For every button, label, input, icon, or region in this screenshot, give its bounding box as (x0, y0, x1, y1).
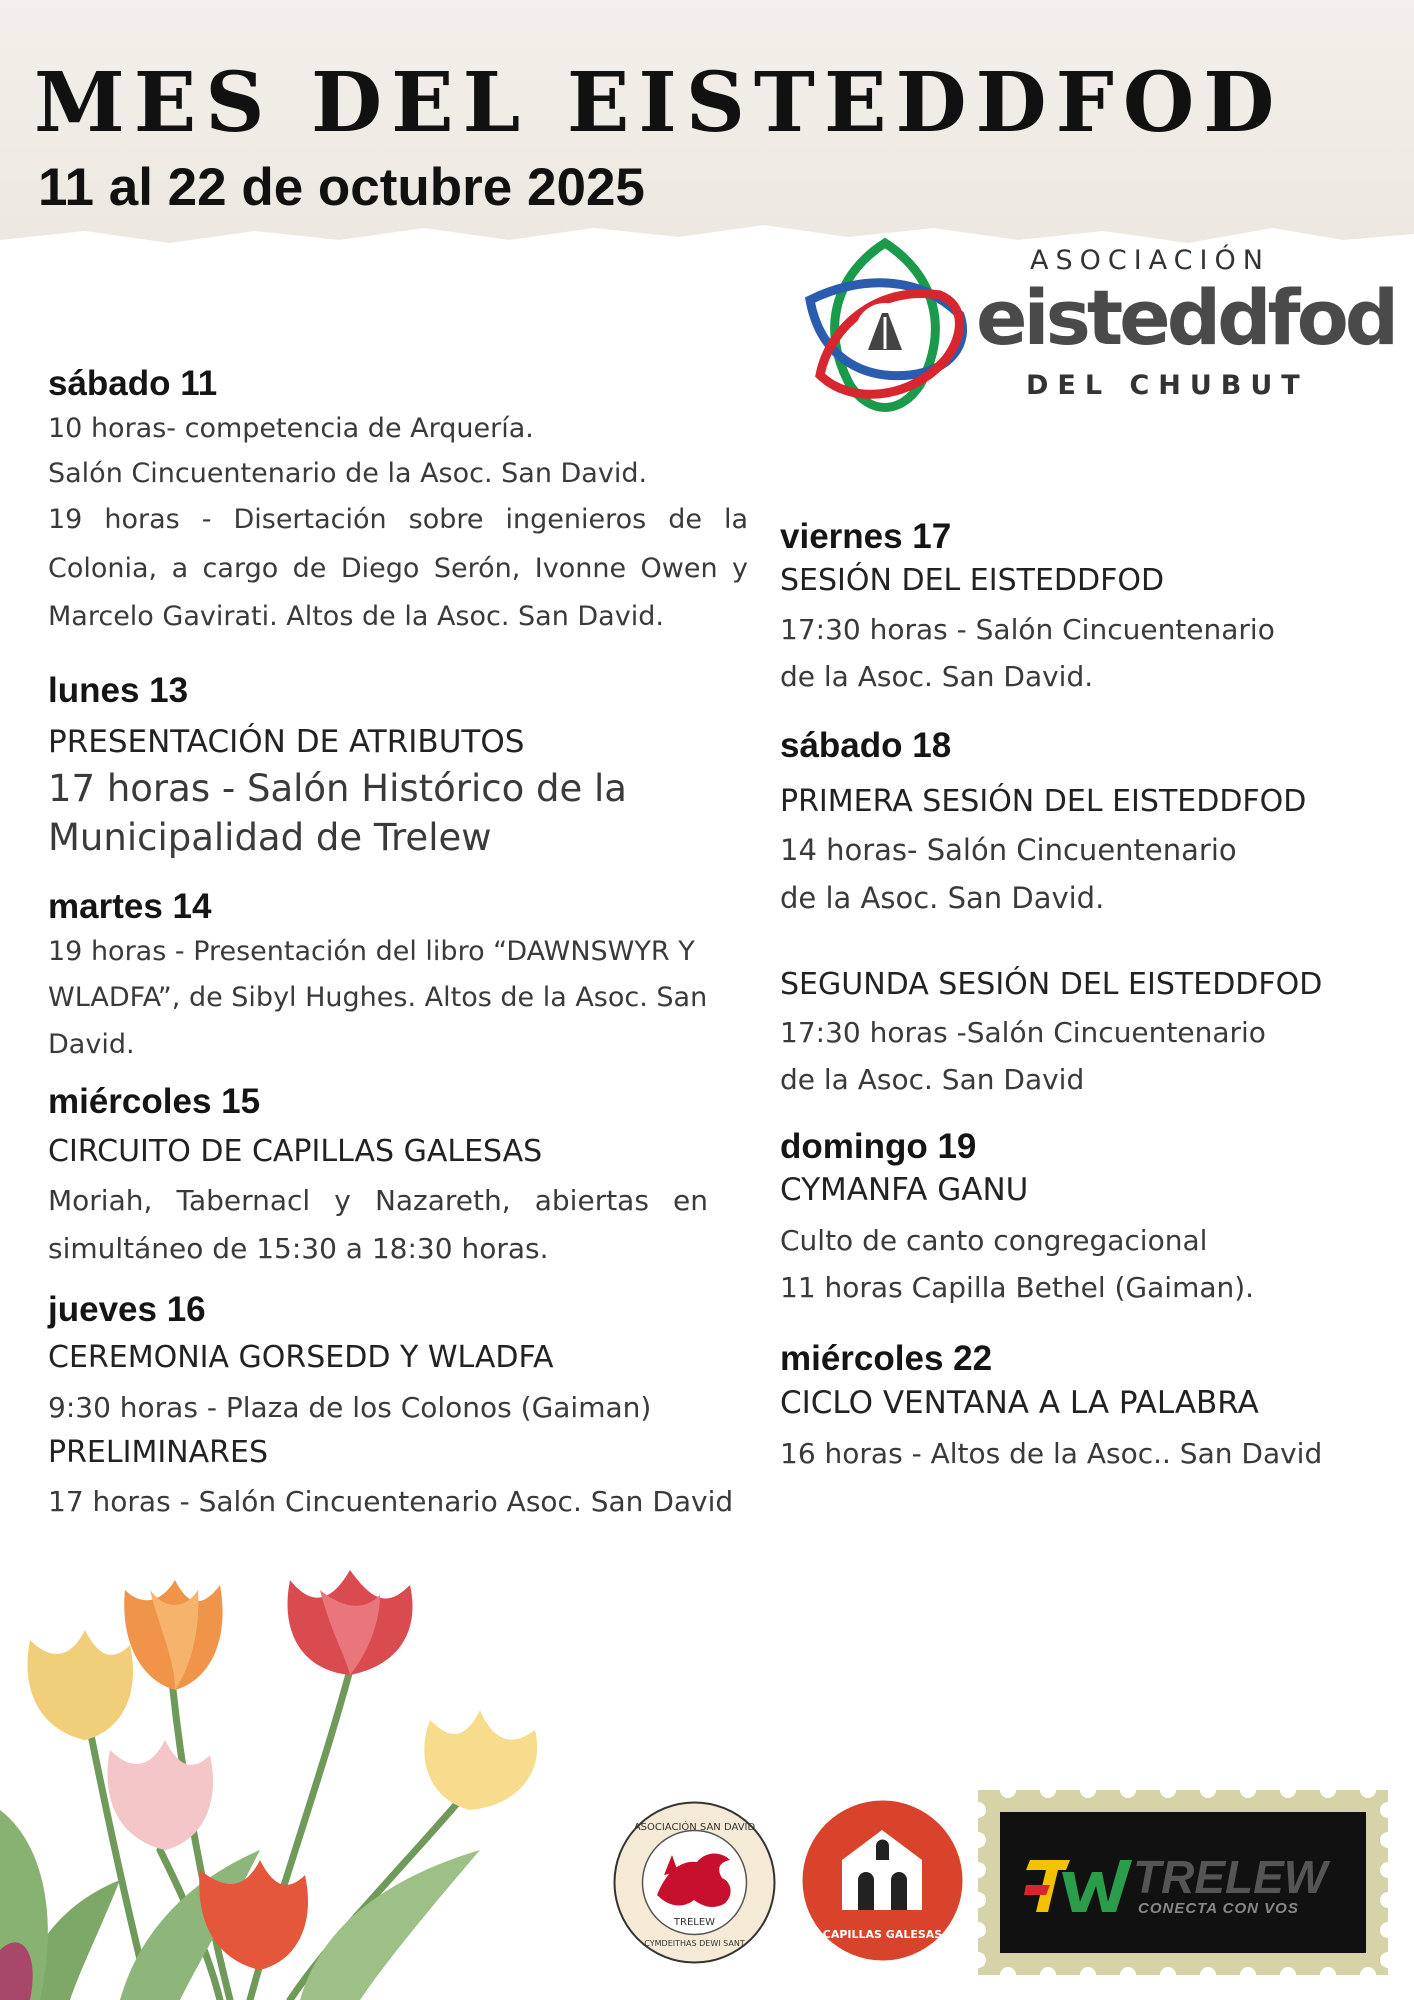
event-title: PRIMERA SESIÓN DEL EISTEDDFOD (780, 784, 1307, 820)
seal-top-text: ASOCIACIÓN SAN DAVID (633, 1822, 756, 1833)
day-heading: miércoles 15 (48, 1082, 261, 1122)
event-line: 9:30 horas - Plaza de los Colonos (Gaiman) (48, 1390, 652, 1424)
event-line: 10 horas- competencia de Arquería. (48, 412, 534, 444)
cream-tulip-flower (424, 1710, 537, 1810)
event-title: CEREMONIA GORSEDD Y WLADFA (48, 1340, 554, 1376)
seal-city-text: TRELEW (673, 1917, 716, 1928)
event-domingo-19 (780, 1125, 1400, 1312)
orange-tulip-flower (124, 1580, 222, 1690)
red-tulip-flower (288, 1570, 413, 1675)
day-heading: sábado 18 (780, 726, 952, 766)
event-jueves-16 (48, 1288, 748, 1525)
event-martes-14 (48, 885, 748, 1068)
event-line: de la Asoc. San David (780, 1062, 1085, 1096)
trelew-tagline: CONECTA CON VOS (1138, 1900, 1299, 1917)
asociacion-eisteddfod-logo (800, 235, 1396, 425)
logo-text-eisteddfod: eisteddfod (976, 273, 1396, 362)
capillas-galesas-logo (800, 1798, 965, 1963)
event-line: 17 horas - Salón Histórico de la Municipalidad de Trelew (48, 767, 627, 860)
eisteddfod-knot-emblem (800, 235, 970, 425)
logo-text-chubut: DEL CHUBUT (1026, 370, 1309, 401)
event-title: SESIÓN DEL EISTEDDFOD (780, 562, 1165, 598)
date-range: 11 al 22 de octubre 2025 (38, 158, 645, 217)
trelew-tv-stamp (978, 1790, 1388, 1975)
day-heading: jueves 16 (48, 1290, 206, 1330)
page-title: MES DEL EISTEDDFOD (34, 55, 1284, 151)
logo-text-asociacion: ASOCIACIÓN (1030, 245, 1270, 276)
seal-bottom-text: CYMDEITHAS DEWI SANT (644, 1939, 745, 1948)
event-viernes-17 (780, 515, 1400, 700)
event-miercoles-15 (48, 1080, 748, 1272)
trelew-wordmark: TRELEW (1133, 1851, 1328, 1903)
day-heading: martes 14 (48, 886, 212, 926)
event-line: 16 horas - Altos de la Asoc.. San David (780, 1437, 1323, 1470)
event-title: CYMANFA GANU (780, 1172, 1029, 1209)
event-line: Culto de canto congregacional (780, 1224, 1208, 1258)
event-lunes-13 (48, 669, 748, 863)
event-line: de la Asoc. San David. (780, 881, 1105, 916)
event-line: Moriah, Tabernacl y Nazareth, abiertas en simultáneo de 15:30 a 18:30 horas. (48, 1184, 708, 1265)
event-sabado-18 (780, 724, 1400, 1102)
day-heading: miércoles 22 (780, 1339, 993, 1379)
event-sabado-11 (48, 362, 748, 641)
day-heading: domingo 19 (780, 1126, 977, 1166)
event-title: PRELIMINARES (48, 1434, 268, 1470)
day-heading: lunes 13 (48, 670, 189, 710)
event-line: 11 horas Capilla Bethel (Gaiman). (780, 1271, 1255, 1305)
event-line: 19 horas - Disertación sobre ingenieros de la Colonia, a cargo de Diego Serón, Ivonne Owen y Marcelo Gavirati. Altos de la Asoc. San David. (48, 504, 748, 632)
asociacion-san-david-seal (612, 1800, 777, 1965)
yellow-tulip-flower (27, 1630, 133, 1740)
event-title: PRESENTACIÓN DE ATRIBUTOS (48, 724, 525, 761)
tulips-illustration (0, 1550, 600, 2000)
event-line: 17:30 horas - Salón Cincuentenario (780, 613, 1275, 647)
day-heading: sábado 11 (48, 364, 218, 403)
capillas-text: CAPILLAS GALESAS (822, 1928, 943, 1941)
event-line: 14 horas- Salón Cincuentenario (780, 832, 1237, 867)
event-title: CICLO VENTANA A LA PALABRA (780, 1385, 1259, 1422)
event-line: 17:30 horas -Salón Cincuentenario (780, 1015, 1266, 1049)
event-miercoles-22 (780, 1337, 1400, 1477)
event-title: CIRCUITO DE CAPILLAS GALESAS (48, 1133, 543, 1169)
schedule-right-column (780, 515, 1400, 1477)
event-line: de la Asoc. San David. (780, 660, 1094, 694)
event-line: 17 horas - Salón Cincuentenario Asoc. San David (48, 1485, 734, 1519)
event-line: 19 horas - Presentación del libro “DAWNSWYR Y WLADFA”, de Sibyl Hughes. Altos de la Asoc. San David. (48, 935, 708, 1060)
event-title: SEGUNDA SESIÓN DEL EISTEDDFOD (780, 967, 1323, 1002)
event-line: Salón Cincuentenario de la Asoc. San David. (48, 458, 648, 490)
schedule-left-column (48, 362, 748, 1525)
day-heading: viernes 17 (780, 517, 952, 556)
